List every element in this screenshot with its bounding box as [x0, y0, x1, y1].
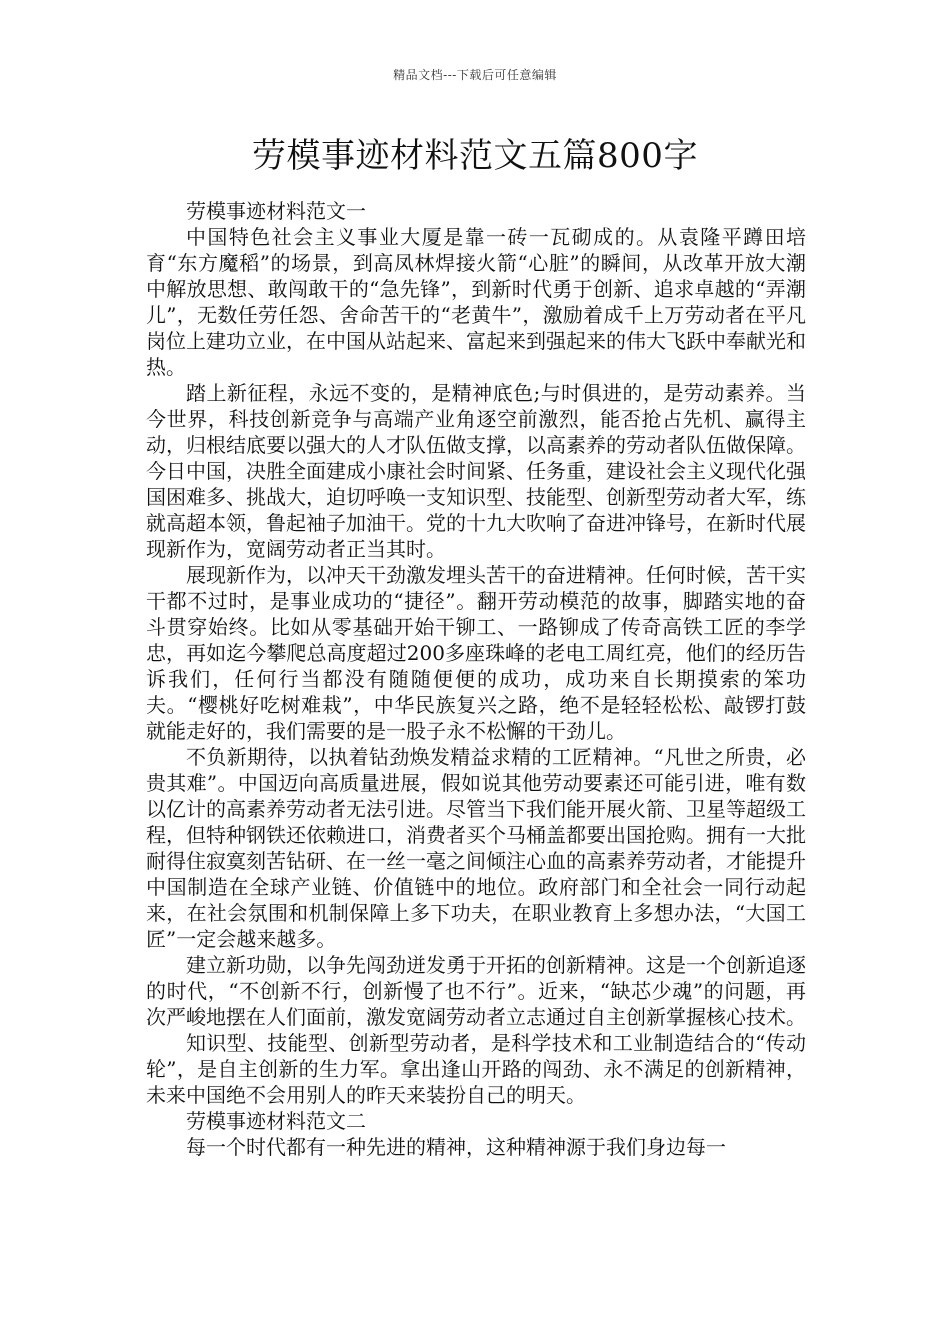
paragraph: 不负新期待，以执着钻劲焕发精益求精的工匠精神。“凡世之所贵，必贵其难”。中国迈向高质量进展，假如说其他劳动要素还可能引进，唯有数以亿计的高素养劳动者无法引进。尽管当下我们能开展火箭、卫星等超级工程，但特种钢铁还依赖进口，消费者买个马桶盖都要出国抢购。拥有一大批耐得住寂寞刻苦钻研、在一丝一毫之间倾注心血的高素养劳动者，才能提升中国制造在全球产业链、价值链中的地位。政府部门和全社会一同行动起来，在社会氛围和机制保障上多下功夫，在职业教育上多想办法，“大国工匠”一定会越来越多。: [146, 745, 806, 951]
paragraph: 展现新作为，以冲天干劲激发埋头苦干的奋进精神。任何时候，苦干实干都不过时，是事业成功的“捷径”。翻开劳动模范的故事，脚踏实地的奋斗贯穿始终。比如从零基础开始干铆工、一路铆成了传奇高铁工匠的李学忠，再如迄今攀爬总高度超过200多座珠峰的老电工周红亮，他们的经历告诉我们，任何行当都没有随随便便的成功，成功来自长期摸索的笨功夫。“樱桃好吃树难栽”，中华民族复兴之路，绝不是轻轻松松、敲锣打鼓就能走好的，我们需要的是一股子永不松懈的干劲儿。: [146, 563, 806, 743]
section-heading-2: 劳模事迹材料范文二: [186, 1109, 366, 1133]
header-note: 精品文档---下载后可任意编辑: [393, 68, 557, 82]
document-body: [146, 198, 806, 1160]
paragraph: 中国特色社会主义事业大厦是靠一砖一瓦砌成的。从袁隆平蹲田培育“东方魔稻”的场景，到高凤林焊接火箭“心脏”的瞬间，从改革开放大潮中解放思想、敢闯敢干的“急先锋”，到新时代勇于创新、追求卓越的“弄潮儿”，无数任劳任怨、舍命苦干的“老黄牛”，激励着成千上万劳动者在平凡岗位上建功立业，在中国从站起来、富起来到强起来的伟大飞跃中奉献光和热。: [146, 225, 806, 379]
paragraph: 建立新功勋，以争先闯劲迸发勇于开拓的创新精神。这是一个创新追逐的时代，“不创新不行，创新慢了也不行”。近来，“缺芯少魂”的问题，再次严峻地摆在人们面前，激发宽阔劳动者立志通过自主创新掌握核心技术。: [146, 953, 806, 1029]
section-heading-1: 劳模事迹材料范文一: [186, 199, 366, 223]
paragraph: 踏上新征程，永远不变的，是精神底色;与时俱进的，是劳动素养。当今世界，科技创新竞争与高端产业角逐空前激烈，能否抢占先机、赢得主动，归根结底要以强大的人才队伍做支撑，以高素养的劳动者队伍做保障。今日中国，决胜全面建成小康社会时间紧、任务重，建设社会主义现代化强国困难多、挑战大，迫切呼唤一支知识型、技能型、创新型劳动者大军，练就高超本领，鲁起袖子加油干。党的十九大吹响了奋进冲锋号，在新时代展现新作为，宽阔劳动者正当其时。: [146, 381, 806, 561]
paragraph: 知识型、技能型、创新型劳动者，是科学技术和工业制造结合的“传动轮”，是自主创新的生力军。拿出逢山开路的闯劲、永不满足的创新精神，未来中国绝不会用别人的昨天来装扮自己的明天。: [146, 1031, 806, 1107]
document-title: 劳模事迹材料范文五篇800字: [252, 136, 698, 176]
paragraph: 每一个时代都有一种先进的精神，这种精神源于我们身边每一: [186, 1135, 726, 1159]
